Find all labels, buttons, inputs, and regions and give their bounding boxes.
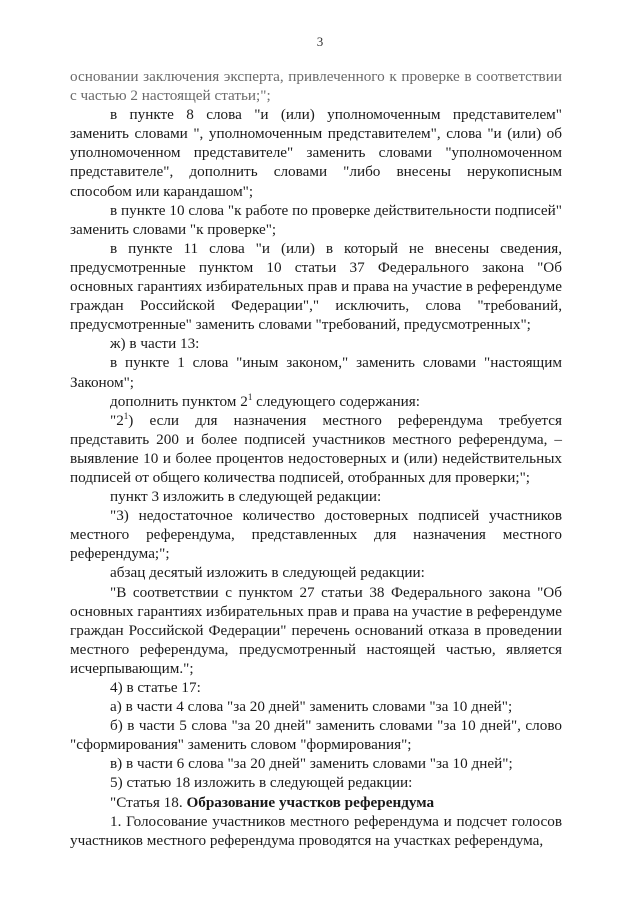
paragraph: в пункте 10 слова "к работе по проверке действительности подписей" заменить словами "к проверке";: [70, 201, 562, 238]
paragraph-text: дополнить пунктом 2: [110, 392, 248, 410]
paragraph: [70, 392, 562, 411]
paragraph: 1. Голосование участников местного референдума и подсчет голосов участников местного референдума проводятся на участках референдума,: [70, 812, 562, 849]
paragraph: 4) в статье 17:: [110, 679, 201, 696]
article-heading: [70, 793, 562, 812]
paragraph: а) в части 4 слова "за 20 дней" заменить словами "за 10 дней";: [110, 698, 513, 716]
paragraph: пункт 3 изложить в следующей редакции:: [110, 488, 382, 506]
superscript: 1: [123, 410, 129, 421]
paragraph: в пункте 11 слова "и (или) в который не внесены сведения, предусмотренные пунктом 10 статьи 37 Федерального закона "Об основных гарантиях избирательных прав и права на участие в референдуме граждан Российской Федерации"," исключить, слова "требований, предусмотренные" заменить словами "требований, предусмотренных";: [70, 239, 562, 334]
paragraph-text: следующего содержания:: [252, 392, 420, 410]
paragraph: в) в части 6 слова "за 20 дней" заменить словами "за 10 дней";: [110, 755, 513, 773]
paragraph: б) в части 5 слова "за 20 дней" заменить словами "за 10 дней", слово "сформирования" заменить словом "формирования";: [70, 717, 562, 754]
paragraph-text: ) если для назначения местного референдума требуется представить 200 и более подписей участников местного референдума, – выявление 10 и более процентов недостоверных и (или) недействительных подписей от общего количества подписей, отобранных для проверки;";: [70, 411, 562, 486]
paragraph: абзац десятый изложить в следующей редакции:: [110, 564, 425, 582]
paragraph: 5) статью 18 изложить в следующей редакции:: [110, 774, 413, 792]
paragraph: ж) в части 13:: [110, 335, 200, 353]
page-number: 3: [316, 34, 324, 49]
paragraph: в пункте 1 слова "иным законом," заменить словами "настоящим Законом";: [70, 354, 562, 391]
paragraph: основании заключения эксперта, привлеченного к проверке в соответствии с частью 2 настоящей статьи;";: [70, 68, 562, 105]
paragraph: "3) недостаточное количество достоверных подписей участников местного референдума, представленных для назначения местного референдума;";: [70, 507, 562, 563]
paragraph: "В соответствии с пунктом 27 статьи 38 Федерального закона "Об основных гарантиях избирательных прав и права на участие в референдуме граждан Российской Федерации" перечень оснований отказа в проведении местного референдума, предусмотренный настоящей частью, является исчерпывающим.";: [70, 583, 562, 677]
paragraph-text: "2: [110, 411, 124, 429]
article-title: Образование участков референдума: [186, 793, 435, 811]
paragraph: [70, 411, 562, 487]
article-number: "Статья 18.: [110, 793, 187, 811]
document-body: [70, 67, 562, 850]
superscript: 1: [247, 391, 253, 402]
paragraph: в пункте 8 слова "и (или) уполномоченным представителем" заменить словами ", уполномоченным представителем", слова "и (или) об уполномоченном представителе" заменить словами "уполномоченном представителе", дополнить словами "либо внесены нерукописным способом или карандашом";: [70, 106, 562, 200]
